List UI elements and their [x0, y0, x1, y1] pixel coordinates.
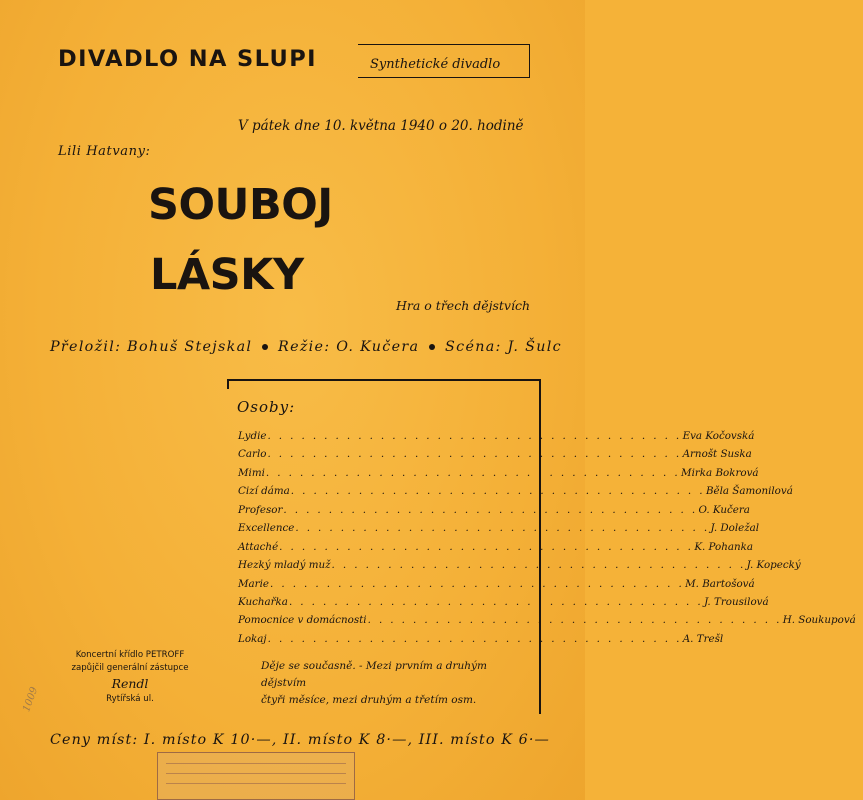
- dot-leader: . . . . . . . . . . . . . . . . . . . . . . . . . . . . . . . . . . . . .: [279, 540, 694, 553]
- bullet-dot: [262, 344, 268, 350]
- cast-role: Mimi: [238, 466, 265, 479]
- bullet-dot: [429, 344, 435, 350]
- cast-role: Pomocnice v domácnosti: [238, 614, 367, 627]
- play-genre: Hra o třech dějstvích: [396, 298, 531, 313]
- dot-leader: . . . . . . . . . . . . . . . . . . . . . . . . . . . . . . . . . . . . .: [283, 503, 698, 516]
- cast-role: Carlo: [238, 448, 267, 461]
- play-title-line2: LÁSKY: [150, 250, 304, 300]
- piano-credit: [60, 649, 200, 706]
- cast-role: Marie: [238, 577, 269, 590]
- act-note-line1: Děje se současně. - Mezi prvním a druhým dějstvím: [261, 660, 487, 689]
- cast-role: Hezký mladý muž: [238, 559, 331, 572]
- cast-actor: K. Pohanka: [694, 540, 754, 553]
- cast-role: Profesor: [238, 503, 283, 516]
- cast-actor: M. Bartošová: [685, 577, 755, 590]
- cast-row: [238, 595, 769, 614]
- credits-line: [50, 339, 562, 355]
- credit-scene: Scéna: J. Šulc: [445, 339, 562, 355]
- piano-street: Rytířská ul.: [106, 694, 154, 704]
- cast-role: Attaché: [238, 540, 279, 553]
- cast-role: Kuchařka: [238, 595, 288, 608]
- cast-row: [238, 430, 755, 448]
- act-note-line2: čtyři měsíce, mezi druhým a třetím osm.: [261, 694, 477, 706]
- cast-actor: O. Kučera: [698, 503, 750, 516]
- cast-role: Lokaj: [238, 632, 267, 645]
- act-note: [261, 658, 516, 709]
- cast-heading: Osoby:: [237, 398, 296, 416]
- cast-actor: Mirka Bokrová: [681, 466, 759, 479]
- cast-actor: Eva Kočovská: [682, 430, 755, 442]
- stamp-line: [166, 783, 346, 784]
- cast-frame-corner: [227, 379, 229, 389]
- performance-date: V pátek dne 10. května 1940 o 20. hodině: [238, 118, 524, 134]
- dot-leader: . . . . . . . . . . . . . . . . . . . . . . . . . . . . . . . . . . . . .: [290, 485, 705, 498]
- ticket-prices: Ceny míst: I. místo K 10·—, II. místo K 8·—, III. místo K 6·—: [50, 732, 550, 748]
- piano-sponsor: Rendl: [111, 676, 149, 691]
- cast-role: Lydie: [238, 430, 267, 442]
- cast-row: [238, 466, 759, 485]
- dot-leader: . . . . . . . . . . . . . . . . . . . . . . . . . . . . . . . . . . . . .: [367, 614, 782, 627]
- library-stamp: [157, 752, 355, 800]
- author: Lili Hatvany:: [58, 144, 151, 159]
- cast-row: [238, 632, 724, 651]
- cast-row: [238, 559, 801, 577]
- play-title-line1: SOUBOJ: [148, 180, 333, 230]
- cast-list: [238, 430, 856, 651]
- cast-row: [238, 503, 750, 522]
- cast-row: [238, 540, 754, 559]
- dot-leader: . . . . . . . . . . . . . . . . . . . . . . . . . . . . . . . . . . . . .: [265, 466, 681, 479]
- cast-actor: Arnošt Suska: [682, 448, 752, 461]
- dot-leader: . . . . . . . . . . . . . . . . . . . . . . . . . . . . . . . . . . . . .: [295, 522, 710, 535]
- dot-leader: . . . . . . . . . . . . . . . . . . . . . . . . . . . . . . . . . . . . .: [267, 430, 682, 442]
- cast-actor: H. Soukupová: [782, 614, 856, 627]
- cast-row: [238, 485, 793, 503]
- dot-leader: . . . . . . . . . . . . . . . . . . . . . . . . . . . . . . . . . . . . .: [288, 595, 704, 608]
- cast-row: [238, 614, 856, 632]
- credit-direction: Režie: O. Kučera: [278, 339, 420, 355]
- dot-leader: . . . . . . . . . . . . . . . . . . . . . . . . . . . . . . . . . . . . .: [270, 577, 685, 590]
- pencil-mark: 1009: [21, 685, 41, 714]
- cast-actor: J. Trousilová: [704, 595, 769, 608]
- credit-translation: Přeložil: Bohuš Stejskal: [50, 339, 253, 355]
- dot-leader: . . . . . . . . . . . . . . . . . . . . . . . . . . . . . . . . . . . . .: [267, 448, 682, 461]
- dot-leader: . . . . . . . . . . . . . . . . . . . . . . . . . . . . . . . . . . . . .: [331, 559, 746, 572]
- cast-actor: A. Trešl: [682, 632, 724, 645]
- cast-actor: J. Kopecký: [746, 559, 801, 572]
- cast-role: Cizí dáma: [238, 485, 290, 498]
- cast-row: [238, 522, 760, 540]
- stamp-line: [166, 773, 346, 774]
- cast-row: [238, 577, 755, 596]
- piano-line2: zapůjčil generální zástupce: [71, 663, 189, 673]
- cast-actor: J. Doležal: [710, 522, 760, 535]
- dot-leader: . . . . . . . . . . . . . . . . . . . . . . . . . . . . . . . . . . . . .: [267, 632, 682, 645]
- piano-line1: Koncertní křídlo PETROFF: [75, 650, 185, 660]
- theatre-name: DIVADLO NA SLUPI: [58, 46, 317, 72]
- cast-actor: Běla Šamonilová: [705, 485, 793, 498]
- theatre-subtitle: Synthetické divadlo: [370, 57, 501, 72]
- cast-role: Excellence: [238, 522, 295, 535]
- cast-row: [238, 448, 752, 466]
- stamp-line: [166, 763, 346, 764]
